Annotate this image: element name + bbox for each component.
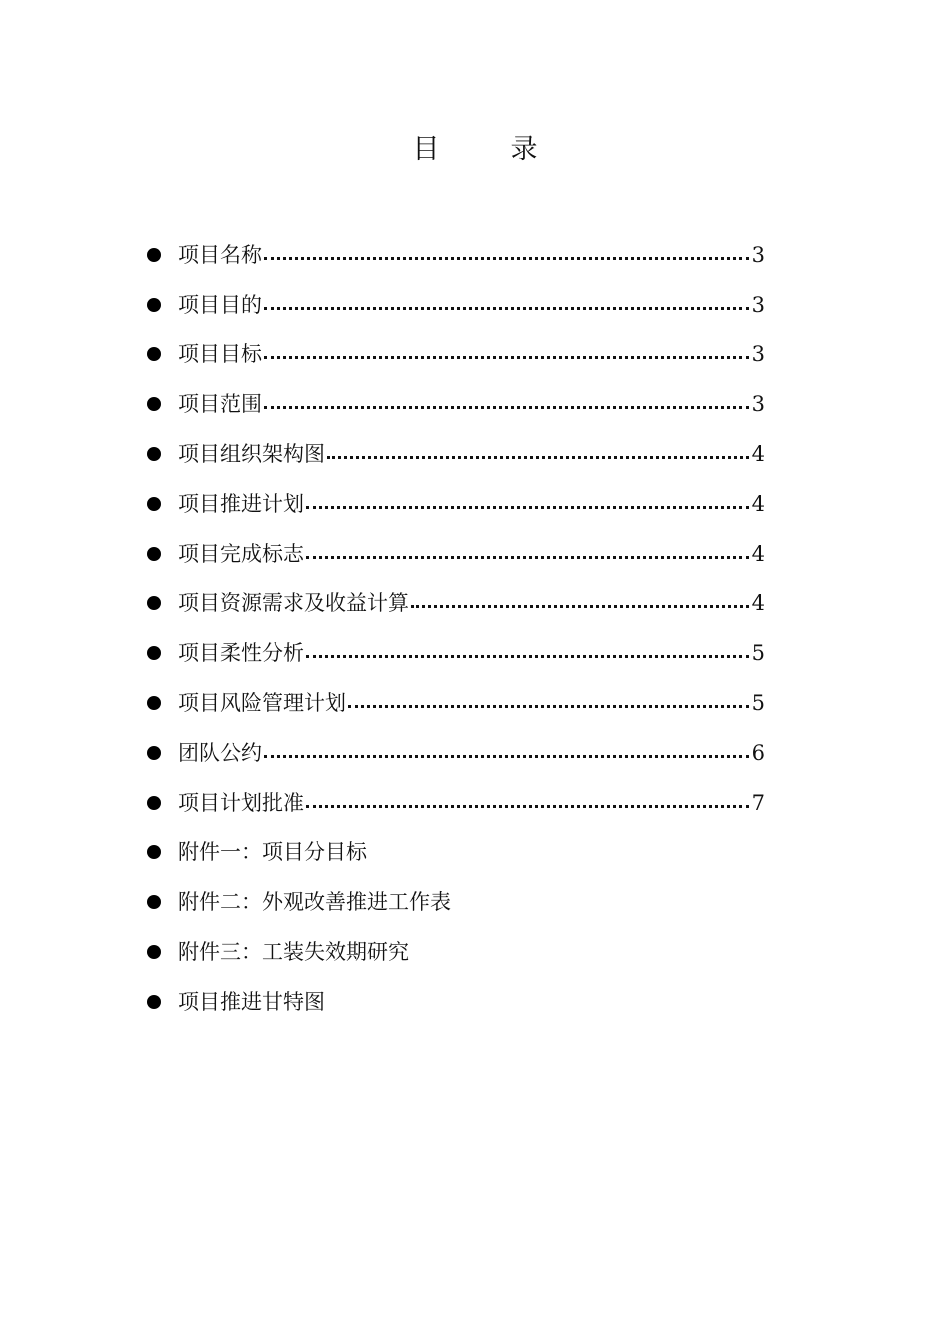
bullet-icon [147, 945, 161, 959]
toc-entry-attachment[interactable] [145, 977, 765, 1027]
toc-entry[interactable] [145, 579, 765, 629]
bullet-icon [147, 596, 161, 610]
toc-entry-label: 项目计划批准 [178, 790, 304, 815]
dot-leader [327, 436, 749, 472]
toc-list [145, 230, 765, 1027]
toc-entry[interactable] [145, 230, 765, 280]
toc-entry-label: 项目推进计划 [178, 491, 304, 516]
toc-entry[interactable] [145, 778, 765, 828]
toc-entry[interactable] [145, 678, 765, 728]
toc-entry-label: 项目柔性分析 [178, 641, 304, 666]
bullet-icon [147, 347, 161, 361]
toc-entry-attachment[interactable] [145, 828, 765, 878]
toc-entry[interactable] [145, 728, 765, 778]
toc-entry[interactable] [145, 479, 765, 529]
toc-entry-page: 5 [751, 641, 765, 666]
dot-leader [306, 785, 749, 821]
toc-entry-label: 项目推进甘特图 [178, 989, 325, 1014]
toc-entry[interactable] [145, 379, 765, 429]
toc-entry-label: 项目目标 [178, 342, 262, 367]
bullet-icon [147, 547, 161, 561]
toc-entry-page: 3 [751, 392, 765, 417]
toc-entry-label: 附件一：项目分目标 [178, 840, 367, 865]
bullet-icon [147, 895, 161, 909]
toc-entry-label: 项目完成标志 [178, 541, 304, 566]
toc-entry-page: 4 [751, 491, 765, 516]
toc-entry-label: 项目资源需求及收益计算 [178, 591, 409, 616]
dot-leader [306, 635, 749, 671]
dot-leader [264, 336, 749, 372]
dot-leader [306, 486, 749, 522]
bullet-icon [147, 995, 161, 1009]
toc-entry-label: 附件二：外观改善推进工作表 [178, 890, 451, 915]
dot-leader [264, 237, 749, 273]
bullet-icon [147, 746, 161, 760]
toc-entry-page: 5 [751, 691, 765, 716]
toc-entry-label: 项目范围 [178, 392, 262, 417]
toc-entry-label: 项目名称 [178, 242, 262, 267]
bullet-icon [147, 497, 161, 511]
toc-entry-page: 3 [751, 342, 765, 367]
toc-entry-label: 项目组织架构图 [178, 442, 325, 467]
toc-entry-page: 4 [751, 541, 765, 566]
bullet-icon [147, 298, 161, 312]
toc-entry[interactable] [145, 529, 765, 579]
dot-leader [348, 685, 749, 721]
toc-entry-page: 4 [751, 591, 765, 616]
bullet-icon [147, 646, 161, 660]
toc-entry[interactable] [145, 280, 765, 330]
toc-entry-attachment[interactable] [145, 927, 765, 977]
toc-entry-attachment[interactable] [145, 877, 765, 927]
bullet-icon [147, 796, 161, 810]
bullet-icon [147, 397, 161, 411]
toc-entry-label: 团队公约 [178, 740, 262, 765]
toc-entry-label: 项目目的 [178, 292, 262, 317]
bullet-icon [147, 845, 161, 859]
bullet-icon [147, 248, 161, 262]
dot-leader [264, 287, 749, 323]
dot-leader [264, 386, 749, 422]
toc-entry-page: 4 [751, 442, 765, 467]
toc-entry-label: 项目风险管理计划 [178, 691, 346, 716]
toc-entry-label: 附件三：工装失效期研究 [178, 940, 409, 965]
toc-entry-page: 6 [751, 740, 765, 765]
toc-title: 目 录 [412, 134, 560, 165]
toc-entry[interactable] [145, 330, 765, 380]
dot-leader [264, 735, 749, 771]
toc-entry-page: 7 [751, 790, 765, 815]
dot-leader [306, 536, 749, 572]
bullet-icon [147, 447, 161, 461]
toc-entry[interactable] [145, 628, 765, 678]
toc-entry[interactable] [145, 429, 765, 479]
bullet-icon [147, 696, 161, 710]
toc-entry-page: 3 [751, 242, 765, 267]
dot-leader [411, 585, 749, 621]
toc-entry-page: 3 [751, 292, 765, 317]
